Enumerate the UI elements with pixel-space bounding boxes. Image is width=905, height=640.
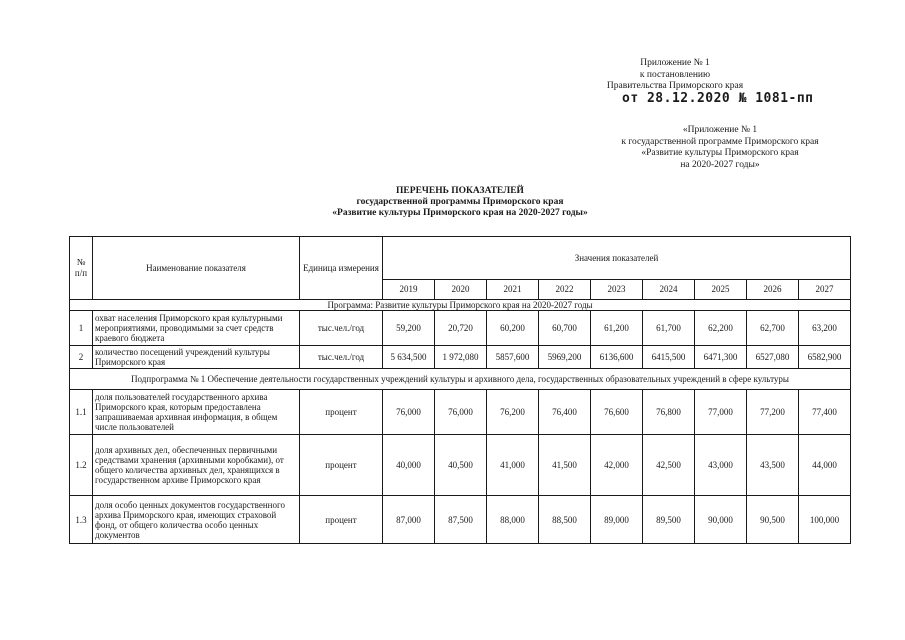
program-appendix-line: «Приложение № 1: [682, 125, 758, 135]
title-line: ПЕРЕЧЕНЬ ПОКАЗАТЕЛЕЙ: [396, 186, 524, 196]
value-cell: 90,000: [695, 496, 747, 544]
unit-cell: тыс.чел./год: [300, 346, 383, 369]
appendix-header: [560, 58, 790, 93]
value-cell: 20,720: [435, 311, 487, 346]
value-cell: 63,200: [799, 311, 851, 346]
program-appendix-header: [590, 125, 850, 171]
value-cell: 60,700: [539, 311, 591, 346]
unit-cell: процент: [300, 390, 383, 435]
program-appendix-line: к государственной программе Приморского края: [621, 136, 819, 147]
value-cell: 89,500: [643, 496, 695, 544]
column-header-values: Значения показателей: [383, 237, 851, 280]
value-cell: 44,000: [799, 435, 851, 496]
unit-cell: процент: [300, 496, 383, 544]
value-cell: 88,000: [487, 496, 539, 544]
value-cell: 43,500: [747, 435, 799, 496]
value-cell: 76,600: [591, 390, 643, 435]
value-cell: 43,000: [695, 435, 747, 496]
value-cell: 60,200: [487, 311, 539, 346]
row-number: 1.3: [70, 496, 93, 544]
program-appendix-line: на 2020-2027 годы»: [680, 159, 760, 170]
table-row: [70, 496, 851, 544]
value-cell: 40,500: [435, 435, 487, 496]
year-header: 2022: [539, 280, 591, 300]
year-header: 2027: [799, 280, 851, 300]
value-cell: 41,500: [539, 435, 591, 496]
value-cell: 89,000: [591, 496, 643, 544]
value-cell: 6527,080: [747, 346, 799, 369]
value-cell: 77,000: [695, 390, 747, 435]
value-cell: 40,000: [383, 435, 435, 496]
value-cell: 62,200: [695, 311, 747, 346]
year-header: 2023: [591, 280, 643, 300]
table-row: [70, 435, 851, 496]
value-cell: 87,000: [383, 496, 435, 544]
year-header: 2024: [643, 280, 695, 300]
value-cell: 61,200: [591, 311, 643, 346]
value-cell: 76,000: [383, 390, 435, 435]
value-cell: 90,500: [747, 496, 799, 544]
table-row: [70, 311, 851, 346]
document-title: [180, 186, 740, 219]
value-cell: 76,000: [435, 390, 487, 435]
program-title: Программа: Развитие культуры Приморского края на 2020-2027 годы: [70, 300, 851, 311]
year-header: 2026: [747, 280, 799, 300]
subprogram-title: Подпрограмма № 1 Обеспечение деятельности государственных учреждений культуры и архивного дела, государственных образовательных учреждений в сфере культуры: [70, 369, 851, 390]
indicator-name: доля особо ценных документов государственного архива Приморского края, имеющих страховой фонд, от общего количества особо ценных документов: [93, 496, 300, 544]
indicator-name: доля архивных дел, обеспеченных первичными средствами хранения (архивными коробками), от общего количества архивных дел, хранящихся в государственном архиве Приморского края: [93, 435, 300, 496]
value-cell: 61,700: [643, 311, 695, 346]
indicator-name: количество посещений учреждений культуры Приморского края: [93, 346, 300, 369]
value-cell: 76,800: [643, 390, 695, 435]
column-header-unit: Единица измерения: [300, 237, 383, 300]
program-rows: [70, 311, 851, 369]
column-header-number: № п/п: [70, 237, 93, 300]
unit-cell: процент: [300, 435, 383, 496]
unit-cell: тыс.чел./год: [300, 311, 383, 346]
row-number: 2: [70, 346, 93, 369]
program-appendix-line: «Развитие культуры Приморского края: [641, 148, 799, 158]
subprogram-rows: [70, 390, 851, 544]
table-row: [70, 346, 851, 369]
value-cell: 59,200: [383, 311, 435, 346]
value-cell: 5969,200: [539, 346, 591, 369]
value-cell: 5857,600: [487, 346, 539, 369]
value-cell: 100,000: [799, 496, 851, 544]
row-number: 1.2: [70, 435, 93, 496]
value-cell: 41,000: [487, 435, 539, 496]
row-number: 1.1: [70, 390, 93, 435]
column-header-name: Наименование показателя: [93, 237, 300, 300]
value-cell: 76,200: [487, 390, 539, 435]
indicator-name: охват населения Приморского края культурными мероприятиями, проводимыми за счет средств краевого бюджета: [93, 311, 300, 346]
value-cell: 77,400: [799, 390, 851, 435]
value-cell: 88,500: [539, 496, 591, 544]
value-cell: 77,200: [747, 390, 799, 435]
indicators-table: [69, 236, 851, 544]
appendix-line: к постановлению: [639, 69, 711, 80]
value-cell: 6415,500: [643, 346, 695, 369]
appendix-line: Правительства Приморского края: [606, 81, 744, 91]
row-number: 1: [70, 311, 93, 346]
value-cell: 6582,900: [799, 346, 851, 369]
value-cell: 6471,300: [695, 346, 747, 369]
value-cell: 62,700: [747, 311, 799, 346]
value-cell: 6136,600: [591, 346, 643, 369]
year-header: 2021: [487, 280, 539, 300]
value-cell: 5 634,500: [383, 346, 435, 369]
appendix-line: Приложение № 1: [640, 58, 710, 68]
value-cell: 76,400: [539, 390, 591, 435]
year-header: 2020: [435, 280, 487, 300]
year-header: 2019: [383, 280, 435, 300]
table-row: [70, 390, 851, 435]
year-header: 2025: [695, 280, 747, 300]
value-cell: 42,500: [643, 435, 695, 496]
decree-stamp: от 28.12.2020 № 1081-пп: [622, 91, 814, 106]
value-cell: 1 972,080: [435, 346, 487, 369]
indicator-name: доля пользователей государственного архива Приморского края, которым предоставлена запрашиваемая архивная информация, в общем числе пользователей: [93, 390, 300, 435]
value-cell: 87,500: [435, 496, 487, 544]
title-line: государственной программы Приморского края: [356, 197, 564, 207]
title-line: «Развитие культуры Приморского края на 2020-2027 годы»: [332, 208, 588, 218]
value-cell: 42,000: [591, 435, 643, 496]
